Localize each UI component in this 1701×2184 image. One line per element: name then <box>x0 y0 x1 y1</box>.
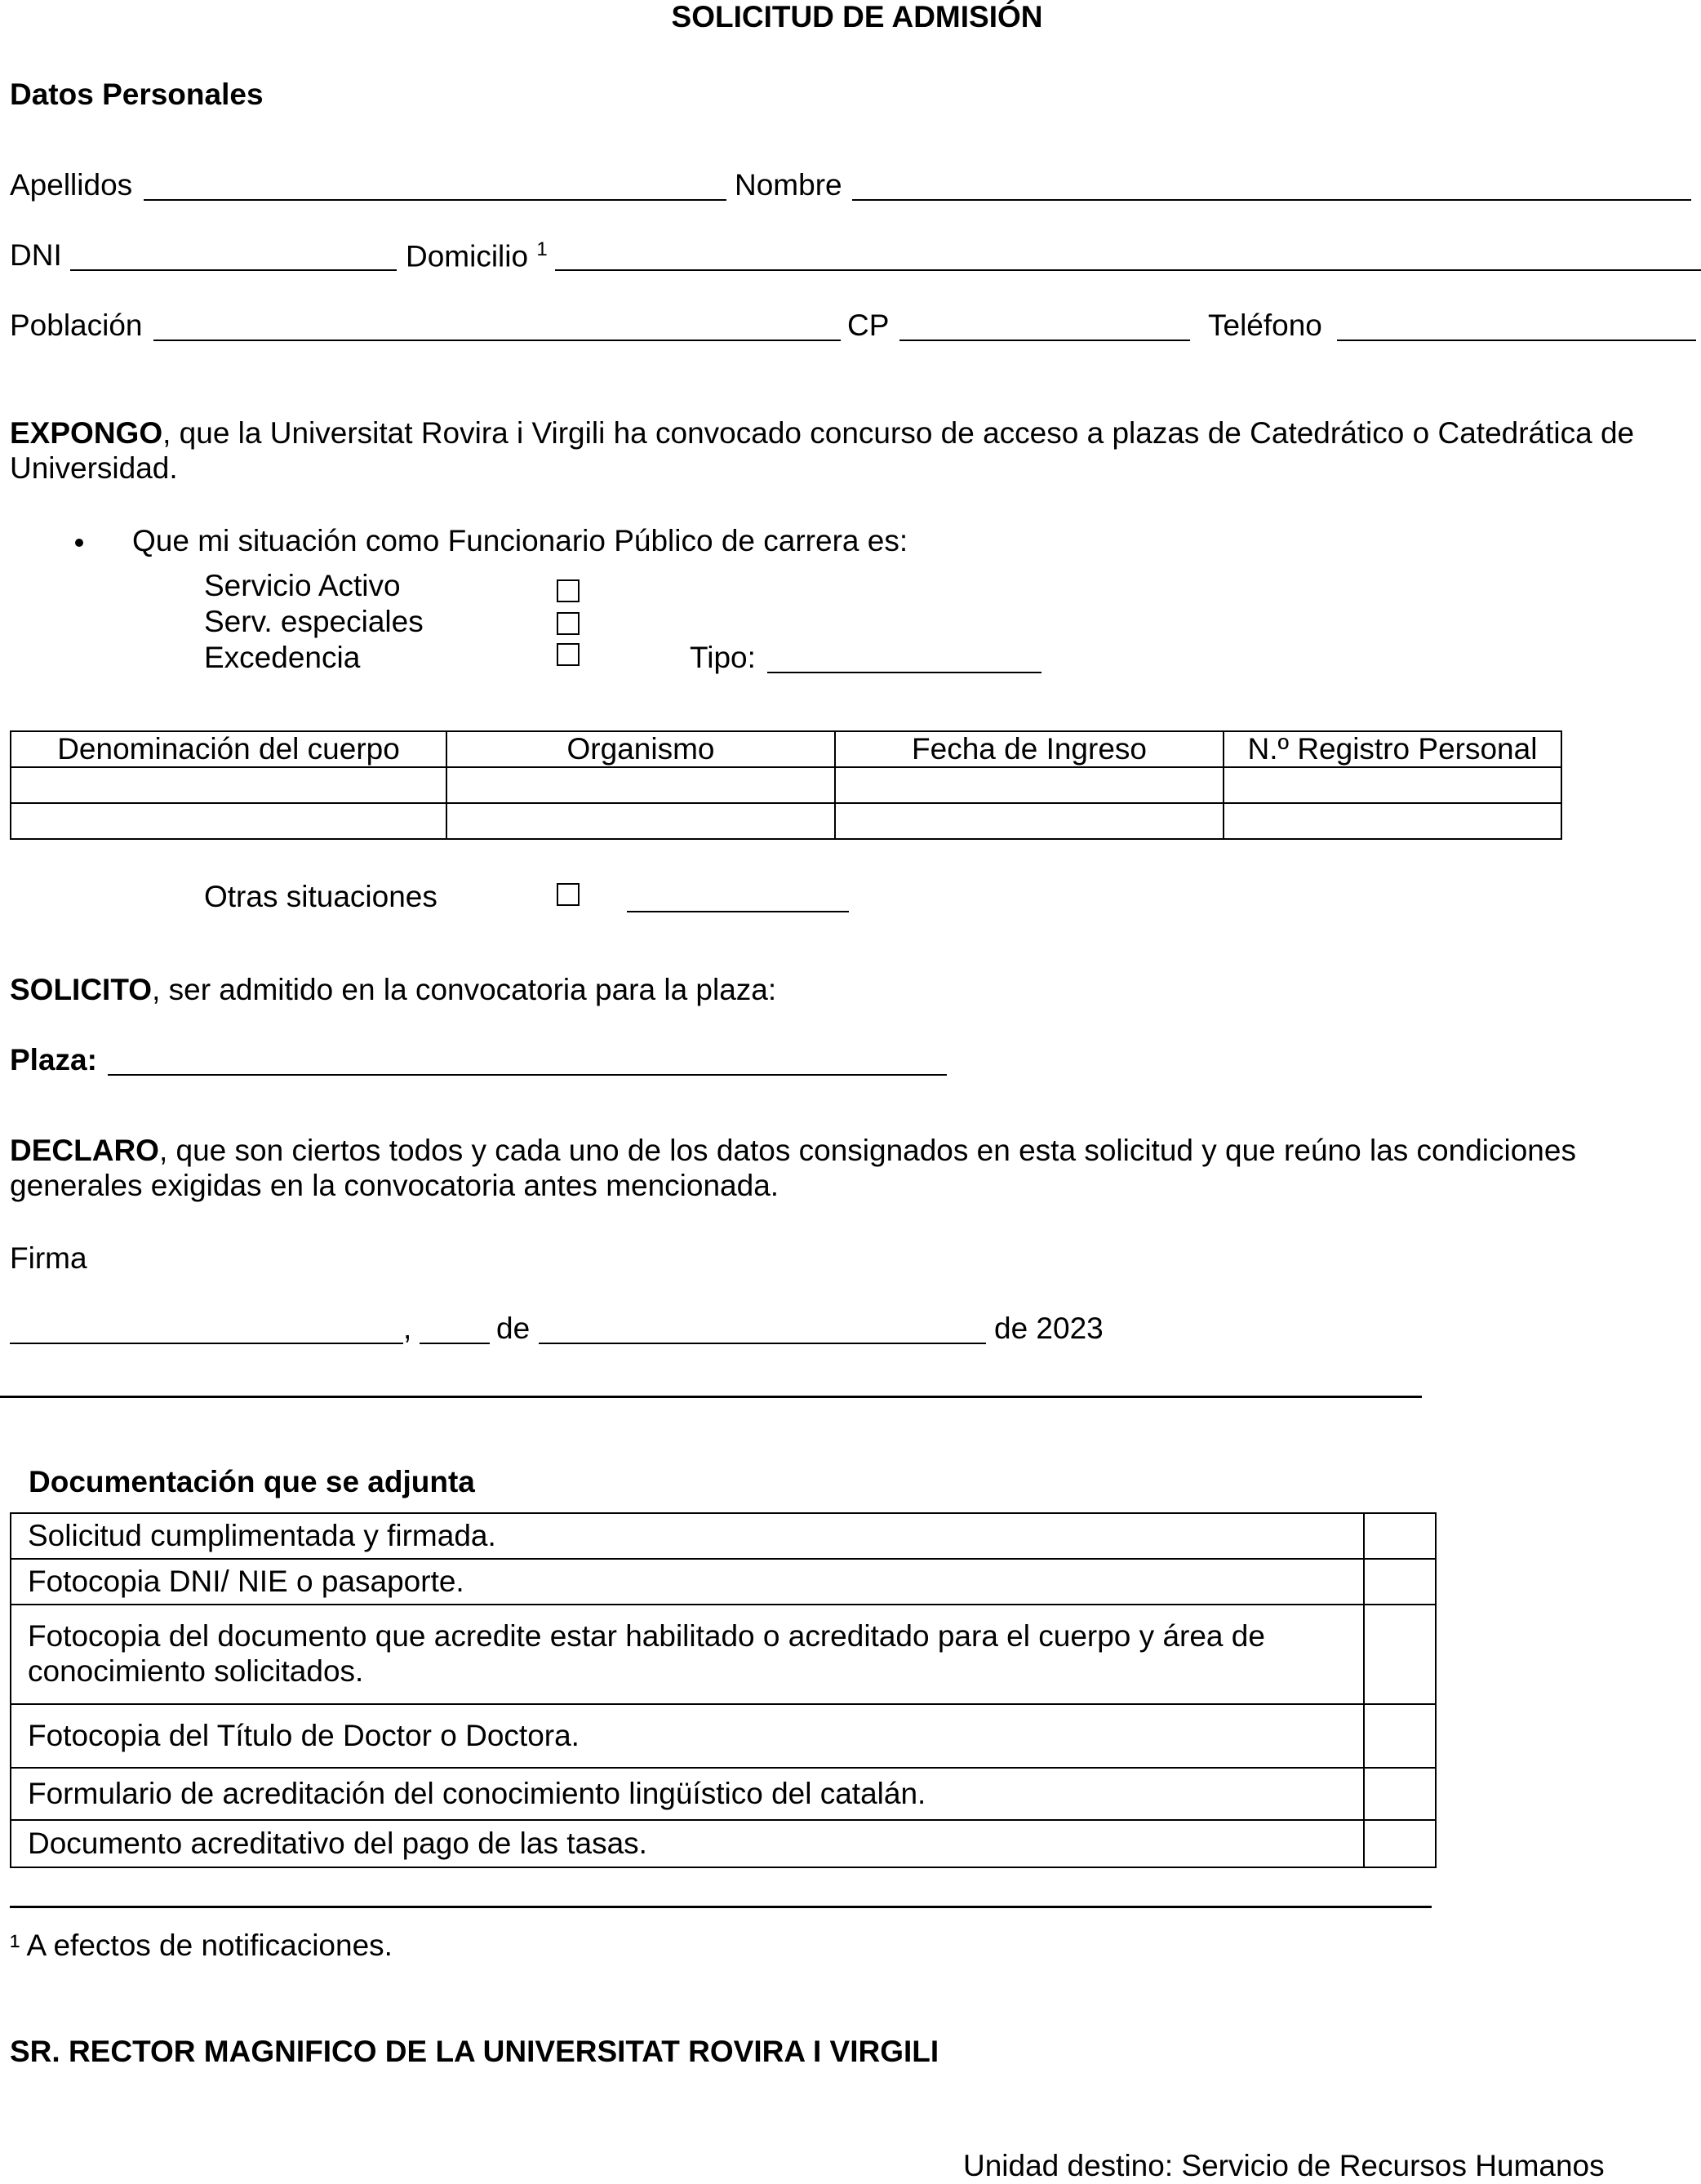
documentacion-heading: Documentación que se adjunta <box>29 1465 475 1498</box>
poblacion-field[interactable] <box>153 340 841 341</box>
doc-item-check-cell[interactable] <box>1364 1820 1436 1867</box>
otras-situaciones-field[interactable] <box>627 911 849 912</box>
otras-situaciones-checkbox[interactable] <box>557 883 580 906</box>
separator-line <box>0 1396 1422 1398</box>
declaro-text: , que son ciertos todos y cada uno de los datos consignados en esta solicitud y que reúno las condiciones generales exigidas en la convocatoria antes mencionada. <box>10 1134 1576 1202</box>
table-cell[interactable] <box>835 767 1224 803</box>
page-title: SOLICITUD DE ADMISIÓN <box>671 0 1043 33</box>
plaza-field[interactable] <box>108 1074 947 1076</box>
firma-mes-field[interactable] <box>539 1343 986 1344</box>
table-row <box>11 803 1561 839</box>
poblacion-label: Población <box>10 309 143 342</box>
domicilio-field[interactable] <box>555 269 1701 271</box>
doc-item-label: Fotocopia del documento que acredite estar habilitado o acreditado para el cuerpo y área de conocimiento solicitados. <box>11 1605 1364 1704</box>
option-excedencia-checkbox[interactable] <box>557 643 580 666</box>
doc-item-check-cell[interactable] <box>1364 1559 1436 1605</box>
option-servicio-activo-checkbox[interactable] <box>557 579 580 602</box>
table-cell[interactable] <box>446 767 835 803</box>
firma-de-2023: de 2023 <box>994 1312 1104 1345</box>
tipo-label: Tipo: <box>690 641 756 674</box>
doc-item-label: Documento acreditativo del pago de las tasas. <box>11 1820 1364 1867</box>
expongo-paragraph <box>10 416 1691 486</box>
table-row <box>11 1559 1436 1605</box>
declaro-lead: DECLARO <box>10 1134 159 1167</box>
doc-item-label: Formulario de acreditación del conocimiento lingüístico del catalán. <box>11 1768 1364 1820</box>
firma-dia-field[interactable] <box>420 1343 490 1344</box>
situacion-text: Que mi situación como Funcionario Público de carrera es: <box>132 524 908 557</box>
tipo-field[interactable] <box>767 672 1041 673</box>
apellidos-field[interactable] <box>144 199 726 201</box>
cp-label: CP <box>847 309 890 342</box>
table-cell[interactable] <box>1224 803 1561 839</box>
table-row <box>11 767 1561 803</box>
solicito-paragraph <box>10 973 776 1008</box>
documentacion-table <box>10 1512 1437 1868</box>
table-row <box>11 1605 1436 1704</box>
footnote: ¹ A efectos de notificaciones. <box>10 1929 393 1962</box>
firma-comma: , <box>403 1312 412 1345</box>
declaro-paragraph <box>10 1134 1675 1203</box>
header-denominacion: Denominación del cuerpo <box>11 731 446 767</box>
cp-field[interactable] <box>899 340 1190 341</box>
otras-situaciones-label: Otras situaciones <box>204 880 437 913</box>
doc-item-check-cell[interactable] <box>1364 1513 1436 1559</box>
expongo-lead: EXPONGO <box>10 416 163 450</box>
nombre-label: Nombre <box>735 168 842 202</box>
recipient: SR. RECTOR MAGNIFICO DE LA UNIVERSITAT ROVIRA I VIRGILI <box>10 2035 939 2068</box>
bullet-icon <box>75 539 83 547</box>
header-organismo: Organismo <box>446 731 835 767</box>
domicilio-label <box>406 238 548 274</box>
option-excedencia-label: Excedencia <box>204 641 361 674</box>
doc-item-check-cell[interactable] <box>1364 1605 1436 1704</box>
table-cell[interactable] <box>1224 767 1561 803</box>
table-row <box>11 1768 1436 1820</box>
table-row <box>11 1513 1436 1559</box>
doc-item-label: Solicitud cumplimentada y firmada. <box>11 1513 1364 1559</box>
option-serv-especiales-checkbox[interactable] <box>557 612 580 635</box>
telefono-field[interactable] <box>1337 340 1696 341</box>
table-header-row <box>11 731 1561 767</box>
table-row <box>11 1820 1436 1867</box>
apellidos-label: Apellidos <box>10 168 133 202</box>
plaza-label: Plaza: <box>10 1043 97 1076</box>
header-fecha-ingreso: Fecha de Ingreso <box>835 731 1224 767</box>
section-heading-personal: Datos Personales <box>10 78 264 111</box>
firma-label: Firma <box>10 1241 87 1275</box>
doc-item-label: Fotocopia del Título de Doctor o Doctora. <box>11 1704 1364 1768</box>
doc-item-check-cell[interactable] <box>1364 1768 1436 1820</box>
table-cell[interactable] <box>835 803 1224 839</box>
unidad-destino: Unidad destino: Servicio de Recursos Humanos <box>963 2149 1605 2182</box>
dni-label: DNI <box>10 238 62 272</box>
cuerpo-table <box>10 730 1562 840</box>
footnote-separator <box>10 1906 1432 1908</box>
table-cell[interactable] <box>446 803 835 839</box>
option-servicio-activo-label: Servicio Activo <box>204 569 401 602</box>
firma-de-1: de <box>496 1312 531 1345</box>
doc-item-check-cell[interactable] <box>1364 1704 1436 1768</box>
table-cell[interactable] <box>11 767 446 803</box>
domicilio-label-text: Domicilio <box>406 239 529 273</box>
expongo-text: , que la Universitat Rovira i Virgili ha convocado concurso de acceso a plazas de Catedrático o Catedrática de Universidad. <box>10 416 1635 485</box>
option-serv-especiales-label: Serv. especiales <box>204 605 424 638</box>
firma-lugar-field[interactable] <box>10 1343 403 1344</box>
table-cell[interactable] <box>11 803 446 839</box>
domicilio-footnote-mark: 1 <box>536 238 548 260</box>
header-registro-personal: N.º Registro Personal <box>1224 731 1561 767</box>
telefono-label: Teléfono <box>1208 309 1322 342</box>
dni-field[interactable] <box>70 269 397 271</box>
nombre-field[interactable] <box>852 199 1691 201</box>
solicito-text: , ser admitido en la convocatoria para la plaza: <box>152 973 777 1006</box>
doc-item-label: Fotocopia DNI/ NIE o pasaporte. <box>11 1559 1364 1605</box>
solicito-lead: SOLICITO <box>10 973 153 1006</box>
table-row <box>11 1704 1436 1768</box>
